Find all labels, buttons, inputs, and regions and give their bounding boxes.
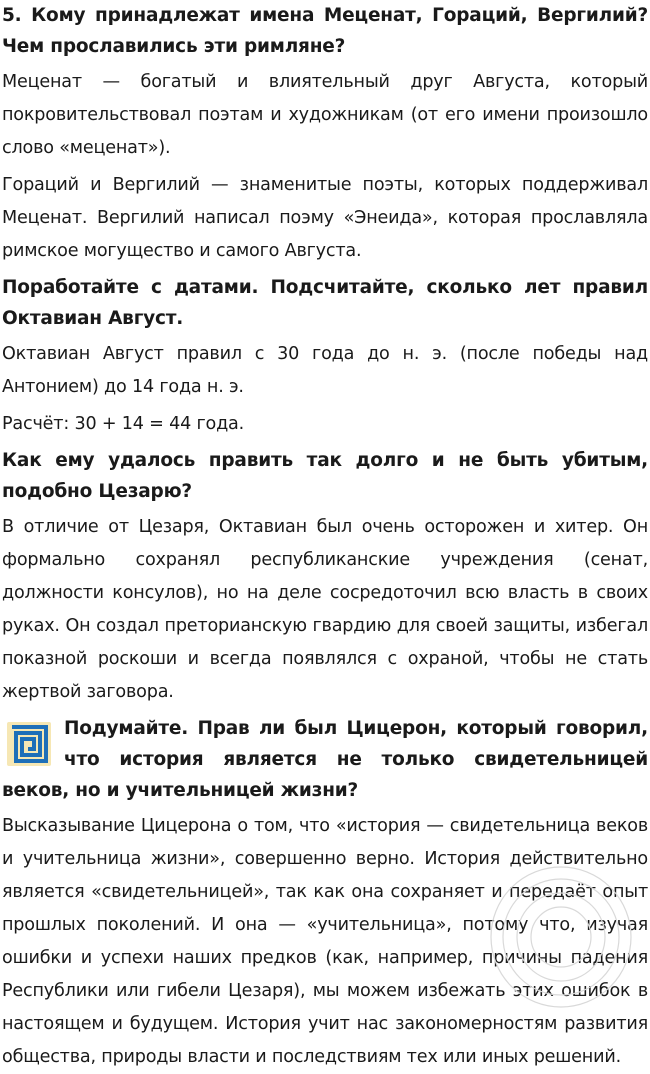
think-spiral-icon: [6, 721, 52, 767]
answer-paragraph: Гораций и Вергилий — знаменитые поэты, которых поддерживал Меценат. Вергилий написал поэму «Энеида», которая прославляла римское могущество и самого Августа.: [2, 175, 648, 261]
answer-paragraph: Меценат — богатый и влиятельный друг Августа, который покровительствовал поэтам и художникам (от его имени произошло слово «меценат»).: [2, 72, 648, 158]
question-dates: Поработайте с датами. Подсчитайте, сколько лет правил Октавиан Август.: [2, 277, 648, 329]
answer-paragraph: Высказывание Цицерона о том, что «история — свидетельница веков и учительница жизни», совершенно верно. История действительно является «свидетельницей», так как она сохраняет и передаёт опыт прошлых поколений. И она — «учительница», потому что, изучая ошибки и успехи наших предков (как, например, причины падения Республики или гибели Цезаря), мы можем избежать этих ошибок в настоящем и будущем. История учит нас закономерностям развития общества, природы власти и последствиям тех или иных решений.: [2, 816, 648, 1067]
question-longevity: Как ему удалось править так долго и не быть убитым, подобно Цезарю?: [2, 450, 648, 502]
answer-paragraph: В отличие от Цезаря, Октавиан был очень осторожен и хитер. Он формально сохранял республиканские учреждения (сенат, должности консулов), но на деле сосредоточил всю власть в своих руках. Он создал преторианскую гвардию для своей защиты, избегал показной роскоши и всегда появлялся с охраной, чтобы не стать жертвой заговора.: [2, 517, 648, 702]
answer-calculation: Расчёт: 30 + 14 = 44 года.: [2, 414, 245, 434]
think-question-block: [2, 713, 648, 806]
question-5: 5. Кому принадлежат имена Меценат, Гораций, Вергилий? Чем прославились эти римляне?: [2, 5, 648, 57]
answer-paragraph: Октавиан Август правил с 30 года до н. э. (после победы над Антонием) до 14 года н. э.: [2, 344, 648, 397]
question-cicero: Подумайте. Прав ли был Цицерон, который говорил, что история является не только свидетельницей веков, но и учительницей жизни?: [2, 718, 648, 801]
